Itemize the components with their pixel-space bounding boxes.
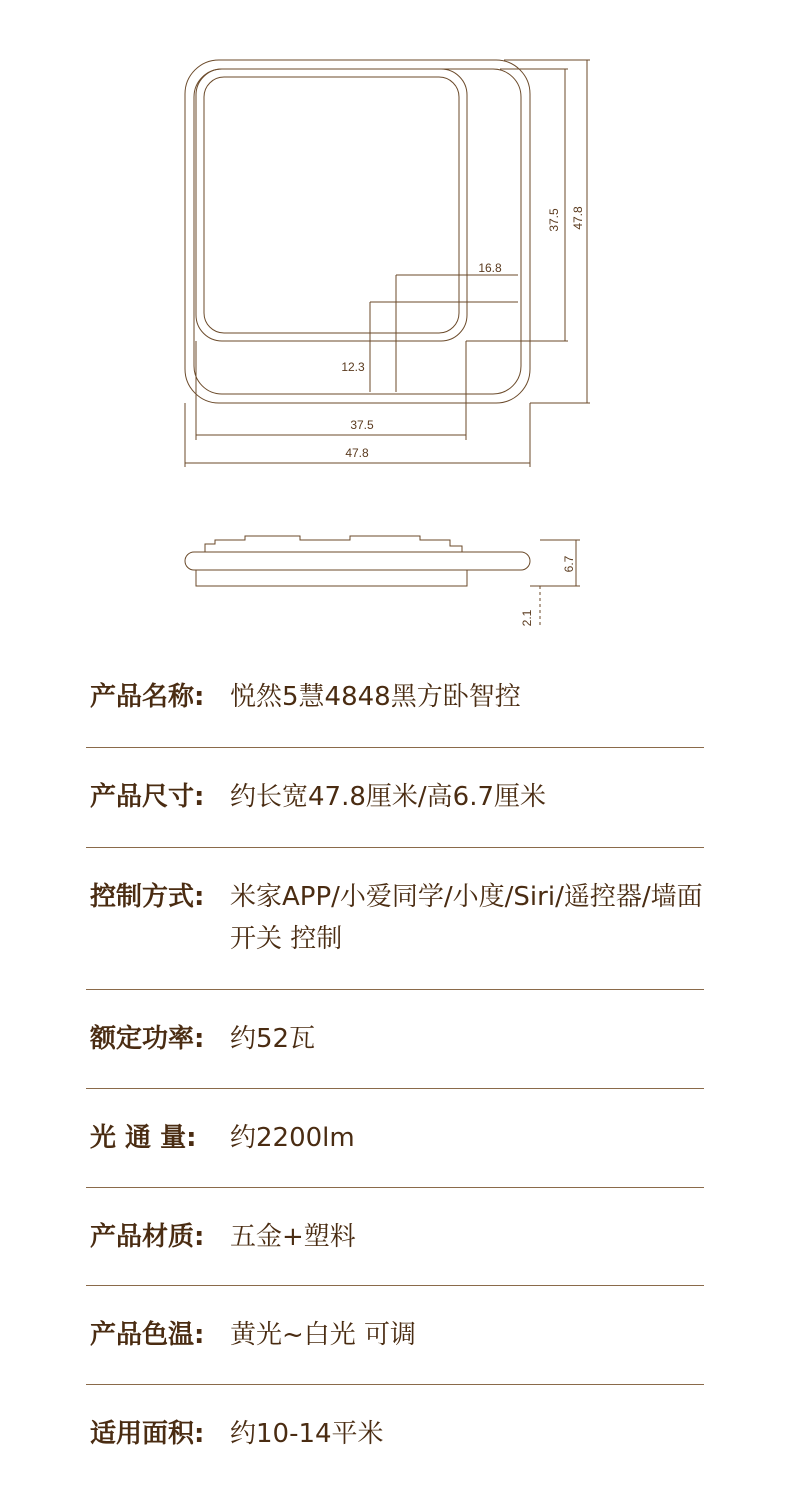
spec-row-control — [86, 848, 704, 990]
spec-row-size — [86, 748, 704, 848]
spec-value: 悦然5慧4848黑方卧智控 — [230, 682, 521, 712]
spec-row-material — [86, 1188, 704, 1286]
side-view-base — [196, 570, 467, 586]
spec-label: 产品材质: — [90, 1222, 205, 1252]
spec-row-color-temp — [86, 1286, 704, 1385]
dim-base-gap: 2.1 — [520, 609, 534, 627]
dim-offset-x: 16.8 — [478, 261, 502, 275]
dimension-drawing — [0, 0, 790, 640]
spec-row-lumen — [86, 1089, 704, 1188]
outer-square-outline — [185, 60, 530, 403]
dim-inner-square-horizontal: 37.5 — [350, 418, 374, 432]
spec-label: 控制方式: — [90, 882, 205, 912]
side-view-body — [185, 552, 530, 570]
spec-row-name — [86, 648, 704, 748]
spec-value: 米家APP/小爱同学/小度/Siri/遥控器/墙面开关 控制 — [230, 882, 703, 954]
spec-value: 约长宽47.8厘米/高6.7厘米 — [230, 782, 546, 812]
spec-row-power — [86, 990, 704, 1089]
outer-square-outline-inner — [194, 69, 521, 394]
spec-value: 约52瓦 — [230, 1024, 316, 1054]
inner-square-outline-inner — [204, 77, 459, 333]
spec-label: 适用面积: — [90, 1419, 205, 1449]
inner-square-outline — [196, 69, 467, 341]
spec-value: 约2200lm — [230, 1123, 355, 1153]
spec-value: 五金+塑料 — [230, 1222, 356, 1252]
spec-row-area — [86, 1385, 704, 1485]
dim-inner-square-vertical: 37.5 — [547, 208, 561, 232]
dim-height: 6.7 — [562, 555, 576, 573]
spec-label: 光 通 量: — [90, 1123, 197, 1153]
spec-label: 产品色温: — [90, 1320, 205, 1350]
spec-label: 产品尺寸: — [90, 782, 205, 812]
spec-value: 黄光~白光 可调 — [230, 1320, 417, 1350]
spec-list — [86, 648, 704, 1485]
spec-label: 产品名称: — [90, 682, 205, 712]
dim-outer-square-horizontal: 47.8 — [345, 446, 369, 460]
dim-outer-square-vertical: 47.8 — [571, 206, 585, 230]
spec-value: 约10-14平米 — [230, 1419, 384, 1449]
spec-label: 额定功率: — [90, 1024, 205, 1054]
dim-offset-y: 12.3 — [341, 360, 365, 374]
side-view-top-components — [205, 536, 462, 552]
